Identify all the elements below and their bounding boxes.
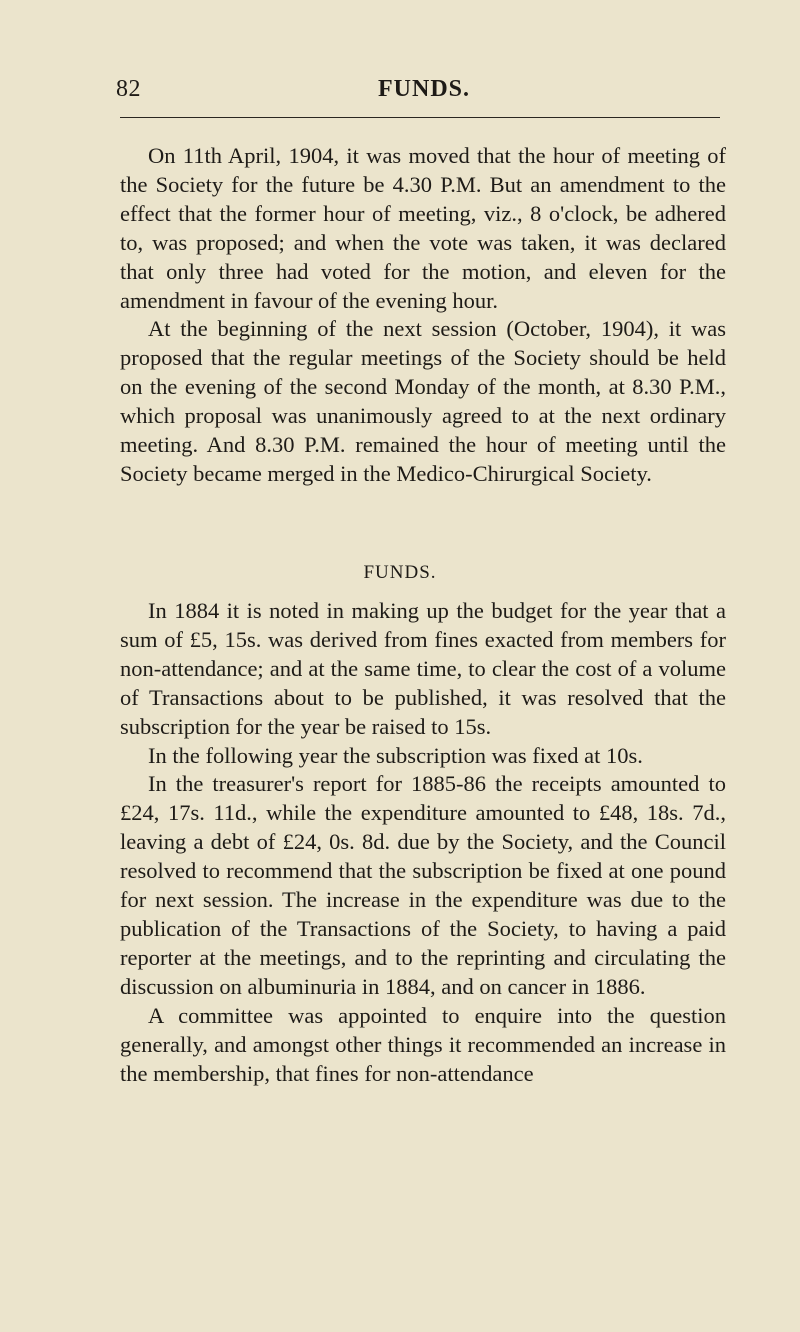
paragraph: At the beginning of the next session (October, 1904), it was proposed that the regular meetings of the Society should be held on the evening of the second Monday of the month, at 8.30 P.M., which proposal was unanimously agreed to at the next ordinary meeting. And 8.30 P.M. remained the hour of meeting until the Society became merged in the Medico-Chirurgical Society. xyxy=(120,316,726,486)
section-heading: FUNDS. xyxy=(363,562,437,583)
paragraph: In 1884 it is noted in making up the budget for the year that a sum of £5, 15s. was derived from fines exacted from members for non-attendance; and at the same time, to clear the cost of a volume of Transactions about to be published, it was resolved that the subscription for the year be raised to 15s. xyxy=(120,598,726,739)
paragraph: A committee was appointed to enquire into the question generally, and amongst other things it recommended an increase in the membership, that fines for non-attendance xyxy=(120,1002,726,1086)
running-head xyxy=(0,76,800,108)
paragraph: In the following year the subscription was fixed at 10s. xyxy=(148,742,643,768)
section-meeting-hour xyxy=(120,142,726,489)
page-number: 82 xyxy=(116,76,141,102)
section-funds xyxy=(120,597,726,1088)
paragraph: On 11th April, 1904, it was moved that the hour of meeting of the Society for the future be 4.30 P.M. But an amendment to the effect that the former hour of meeting, viz., 8 o'clock, be adhered to, was proposed; and when the vote was taken, it was declared that only three had voted for the motion, and eleven for the amendment in favour of the evening hour. xyxy=(120,143,726,313)
header-rule xyxy=(120,117,720,118)
paragraph: In the treasurer's report for 1885-86 the receipts amounted to £24, 17s. 11d., while the expenditure amounted to £48, 18s. 7d., leaving a debt of £24, 0s. 8d. due by the Society, and the Council resolved to recommend that the subscription be fixed at one pound for next session. The increase in the expenditure was due to the publication of the Transactions of the Society, to having a paid reporter at the meetings, and to the reprinting and circulating the discussion on albuminuria in 1884, and on cancer in 1886. xyxy=(120,771,726,999)
running-title: FUNDS. xyxy=(378,76,471,102)
